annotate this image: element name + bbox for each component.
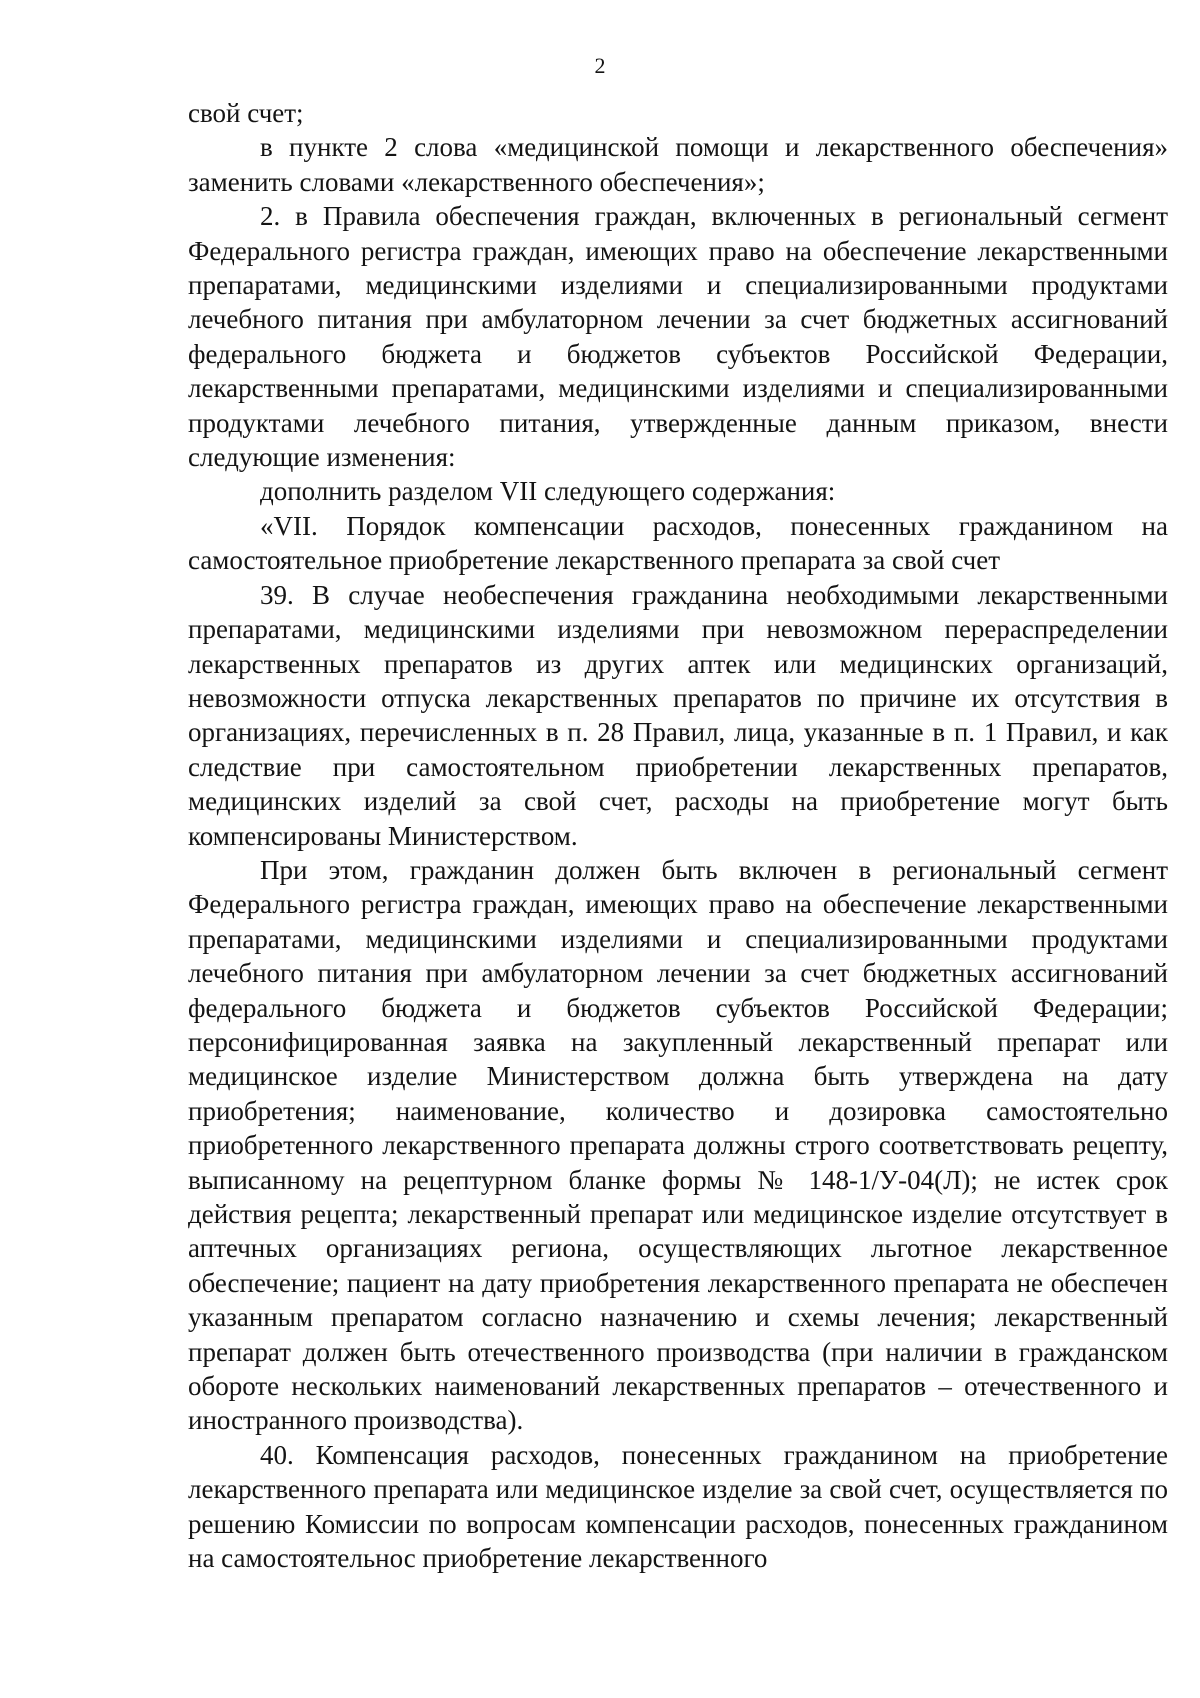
paragraph-item-2-words: в пункте 2 слова «медицинской помощи и лекарственного обеспечения» заменить словами «лекарственного обеспечения»; <box>188 132 1168 197</box>
paragraph-continuation: свой счет; <box>188 98 304 128</box>
page-number: 2 <box>594 53 606 78</box>
document-body <box>188 96 1168 1575</box>
paragraph-39: 39. В случае необеспечения гражданина необходимыми лекарственными препаратами, медицинскими изделиями при невозможном перераспределении лекарственных препаратов из других аптек или медицинских организаций, невозможности отпуска лекарственных препаратов по причине их отсутствия в организациях, перечисленных в п. 28 Правил, лица, указанные в п. 1 Правил, и как следствие при самостоятельном приобретении лекарственных препаратов, медицинских изделий за свой счет, расходы на приобретение могут быть компенсированы Министерством. <box>188 579 1168 851</box>
section-heading-vii: «VII. Порядок компенсации расходов, понесенных гражданином на самостоятельное приобретение лекарственного препарата за свой счет <box>188 510 1168 576</box>
paragraph-40: 40. Компенсация расходов, понесенных гражданином на приобретение лекарственного препарата или медицинское изделие за свой счет, осуществляется по решению Комиссии по вопросам компенсации расходов, понесенных гражданином на самостоятельнос приобретение лекарственного <box>188 1439 1168 1574</box>
paragraph-rules-amendment: 2. в Правила обеспечения граждан, включенных в региональный сегмент Федерального регистра граждан, имеющих право на обеспечение лекарственными препаратами, медицинскими изделиями и специализированными продуктами лечебного питания при амбулаторном лечении за счет бюджетных ассигнований федерального бюджета и бюджетов субъектов Российской Федерации, лекарственными препаратами, медицинскими изделиями и специализированными продуктами лечебного питания, утвержденные данным приказом, внести следующие изменения: <box>188 201 1168 473</box>
paragraph-conditions: При этом, гражданин должен быть включен в региональный сегмент Федерального регистра граждан, имеющих право на обеспечение лекарственными препаратами, медицинскими изделиями и специализированными продуктами лечебного питания при амбулаторном лечении за счет бюджетных ассигнований федерального бюджета и бюджетов субъектов Российской Федерации; персонифицированная заявка на закупленный лекарственный препарат или медицинское изделие Министерством должна быть утверждена на дату приобретения; наименование, количество и дозировка самостоятельно приобретенного лекарственного препарата должны строго соответствовать рецепту, выписанному на рецептурном бланке формы № 148-1/У-04(Л); не истек срок действия рецепта; лекарственный препарат или медицинское изделие отсутствует в аптечных организациях региона, осуществляющих льготное лекарственное обеспечение; пациент на дату приобретения лекарственного препарата не обеспечен указанным препаратом согласно назначению и схемы лечения; лекарственный препарат должен быть отечественного производства (при наличии в гражданском обороте нескольких наименований лекарственных препаратов – отечественного и иностранного производства). <box>188 854 1168 1436</box>
paragraph-add-section: дополнить разделом VII следующего содержания: <box>260 476 836 507</box>
